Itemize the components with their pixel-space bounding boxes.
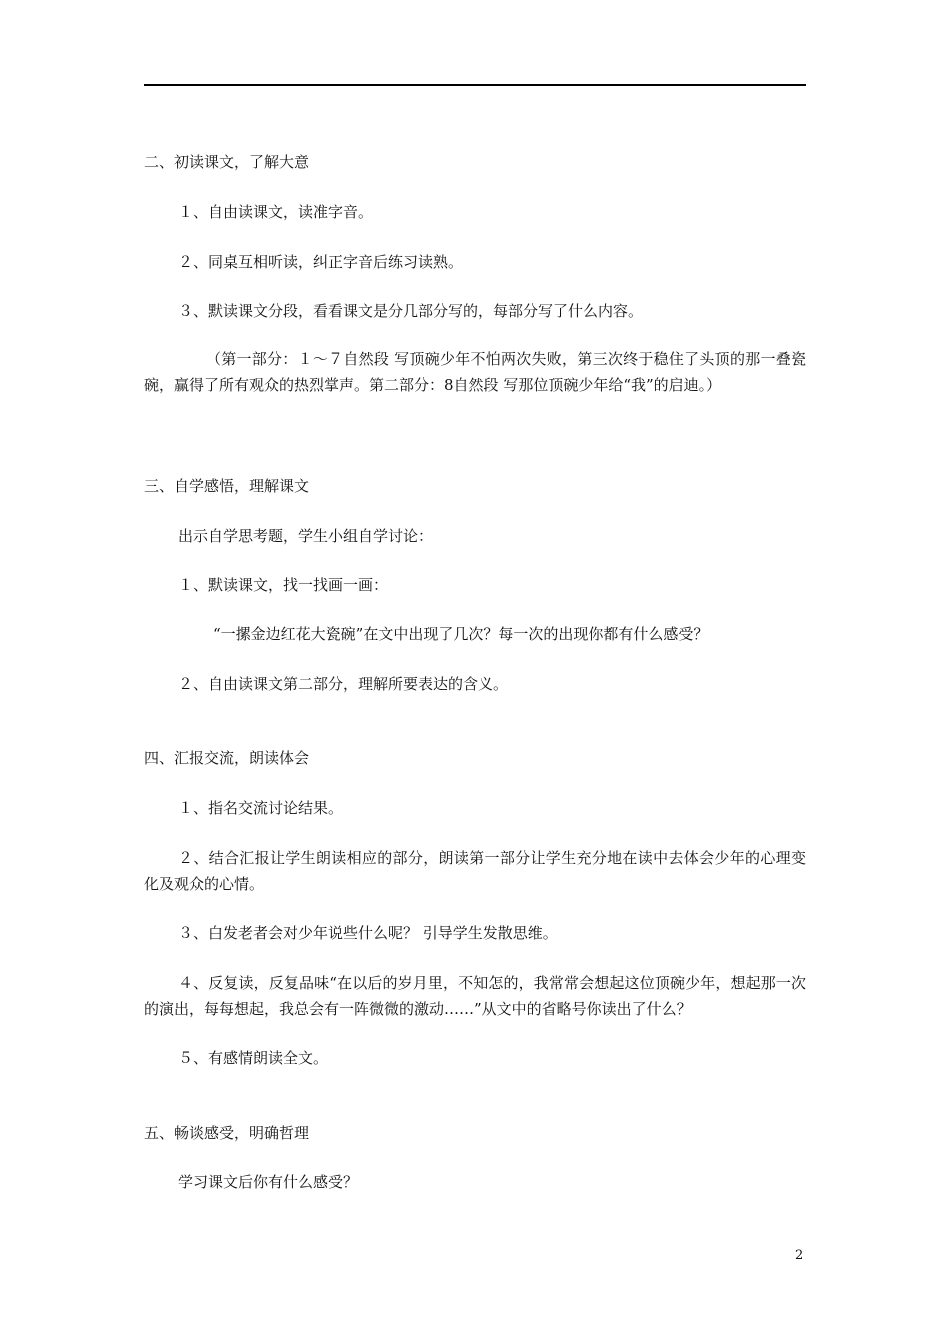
- list-item: １、指名交流讨论结果。: [178, 799, 344, 817]
- list-item: ４、反复读，反复品味“在以后的岁月里，不知怎的，我常常会想起这位顶碗少年，想起那一次的演出，每每想起，我总会有一阵微微的激动……”从文中的省略号你读出了什么？: [144, 974, 806, 1018]
- section-heading: 四、汇报交流，朗读体会: [144, 749, 310, 767]
- list-item: ２、同桌互相听读，纠正字音后练习读熟。: [178, 253, 464, 271]
- list-item: １、自由读课文，读准字音。: [178, 203, 374, 221]
- list-item: ３、默读课文分段，看看课文是分几部分写的，每部分写了什么内容。: [178, 302, 644, 320]
- list-item: ２、自由读课文第二部分，理解所要表达的含义。: [178, 675, 509, 693]
- section-heading: 五、畅谈感受，明确哲理: [144, 1124, 310, 1142]
- list-item: １、默读课文，找一找画一画：: [178, 576, 389, 594]
- section-intro: 出示自学思考题，学生小组自学讨论：: [178, 527, 434, 545]
- section-note: （第一部分：１～７自然段 写顶碗少年不怕两次失败，第三次终于稳住了头顶的那一叠瓷碗，赢得了所有观众的热烈掌声。第二部分：8自然段 写那位顶碗少年给“我”的启迪。）: [144, 350, 806, 394]
- list-item: ３、白发老者会对少年说些什么呢？ 引导学生发散思维。: [178, 924, 558, 942]
- list-item: ２、结合汇报让学生朗读相应的部分，朗读第一部分让学生充分地在读中去体会少年的心理变化及观众的心情。: [144, 849, 806, 893]
- page-number: 2: [795, 1248, 804, 1263]
- list-item: “一摞金边红花大瓷碗”在文中出现了几次？每一次的出现你都有什么感受？: [213, 625, 709, 643]
- section-heading: 三、自学感悟，理解课文: [144, 477, 310, 495]
- list-item: ５、有感情朗读全文。: [178, 1049, 329, 1067]
- header-rule: [144, 84, 806, 86]
- section-heading: 二、初读课文，了解大意: [144, 153, 310, 171]
- section-intro: 学习课文后你有什么感受？: [178, 1173, 359, 1191]
